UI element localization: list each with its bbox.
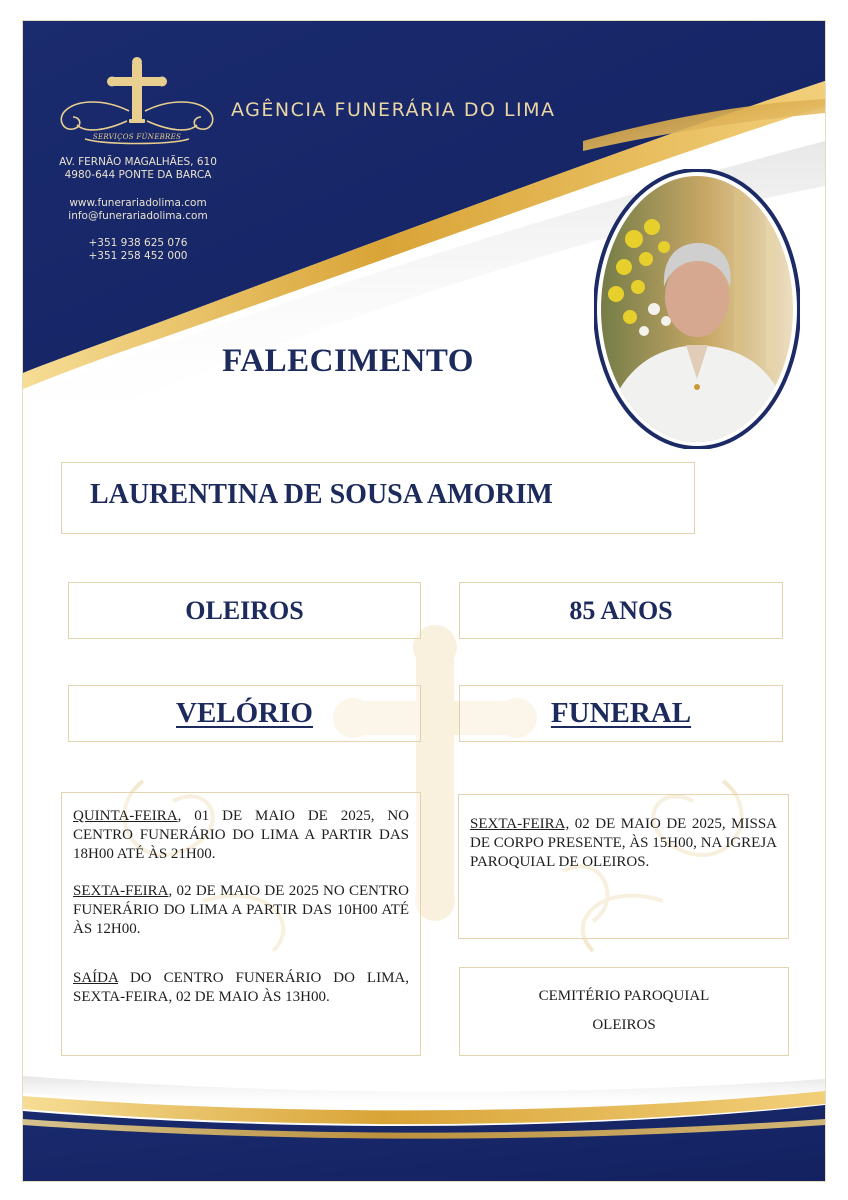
day-label: QUINTA-FEIRA (73, 808, 178, 824)
age-box (459, 582, 783, 639)
location-box (68, 582, 421, 639)
velorio-paragraph-1 (73, 807, 409, 864)
deceased-name-box (61, 462, 695, 534)
velorio-heading: VELÓRIO (176, 697, 313, 729)
deceased-portrait (594, 169, 800, 449)
agency-phones (43, 237, 233, 263)
velorio-text: DO CENTRO FUNERÁRIO DO LIMA, SEXTA-FEIRA, 02 DE MAIO ÀS 13H00. (73, 970, 409, 1005)
funeral-text: 02 DE MAIO DE 2025, MISSA DE CORPO PRESENTE, ÀS 15H00, NA IGREJA PAROQUIAL DE OLEIROS. (470, 816, 777, 870)
address-line: 4980-644 PONTE DA BARCA (64, 169, 212, 181)
funeral-paragraph (470, 815, 777, 872)
departure-label: SAÍDA (73, 970, 119, 986)
page-title: FALECIMENTO (222, 343, 474, 379)
phone-number: +351 938 625 076 (88, 237, 188, 249)
velorio-text: , 02 DE MAIO DE 2025 NO CENTRO FUNERÁRIO DO LIMA A PARTIR DAS 10H00 ATÉ ÀS 12H00. (73, 883, 409, 937)
location-text: OLEIROS (185, 595, 304, 625)
funeral-heading: FUNERAL (550, 697, 692, 729)
deceased-name: LAURENTINA DE SOUSA AMORIM (90, 479, 553, 510)
age-text: 85 ANOS (569, 595, 673, 625)
cemetery-location: OLEIROS (592, 1017, 656, 1033)
logo-caption: SERVIÇOS FÚNEBRES (92, 133, 182, 141)
funeral-heading-box (459, 685, 783, 742)
cemetery-name: CEMITÉRIO PAROQUIAL (538, 988, 710, 1004)
phone-number: +351 258 452 000 (88, 250, 188, 262)
agency-name: AGÊNCIA FUNERÁRIA DO LIMA (231, 99, 556, 121)
address-line: AV. FERNÃO MAGALHÃES, 610 (59, 156, 217, 168)
velorio-paragraph-3 (73, 969, 409, 1007)
email-link[interactable]: info@funerariadolima.com (68, 210, 208, 222)
velorio-heading-box (68, 685, 421, 742)
velorio-text: , 01 DE MAIO DE 2025, NO CENTRO FUNERÁRIO DO LIMA A PARTIR DAS 18H00 ATÉ ÀS 21H00. (73, 808, 409, 862)
website-link[interactable]: www.funerariadolima.com (69, 197, 207, 209)
velorio-paragraph-2 (73, 882, 409, 939)
agency-web-contact (43, 197, 233, 223)
velorio-details-box (61, 792, 421, 1056)
obituary-page (22, 20, 826, 1182)
day-label: SEXTA-FEIRA (73, 883, 169, 899)
agency-address (43, 156, 233, 182)
funeral-details-box (458, 794, 789, 939)
day-label: SEXTA-FEIRA, (470, 816, 570, 832)
cemetery-box (459, 967, 789, 1056)
